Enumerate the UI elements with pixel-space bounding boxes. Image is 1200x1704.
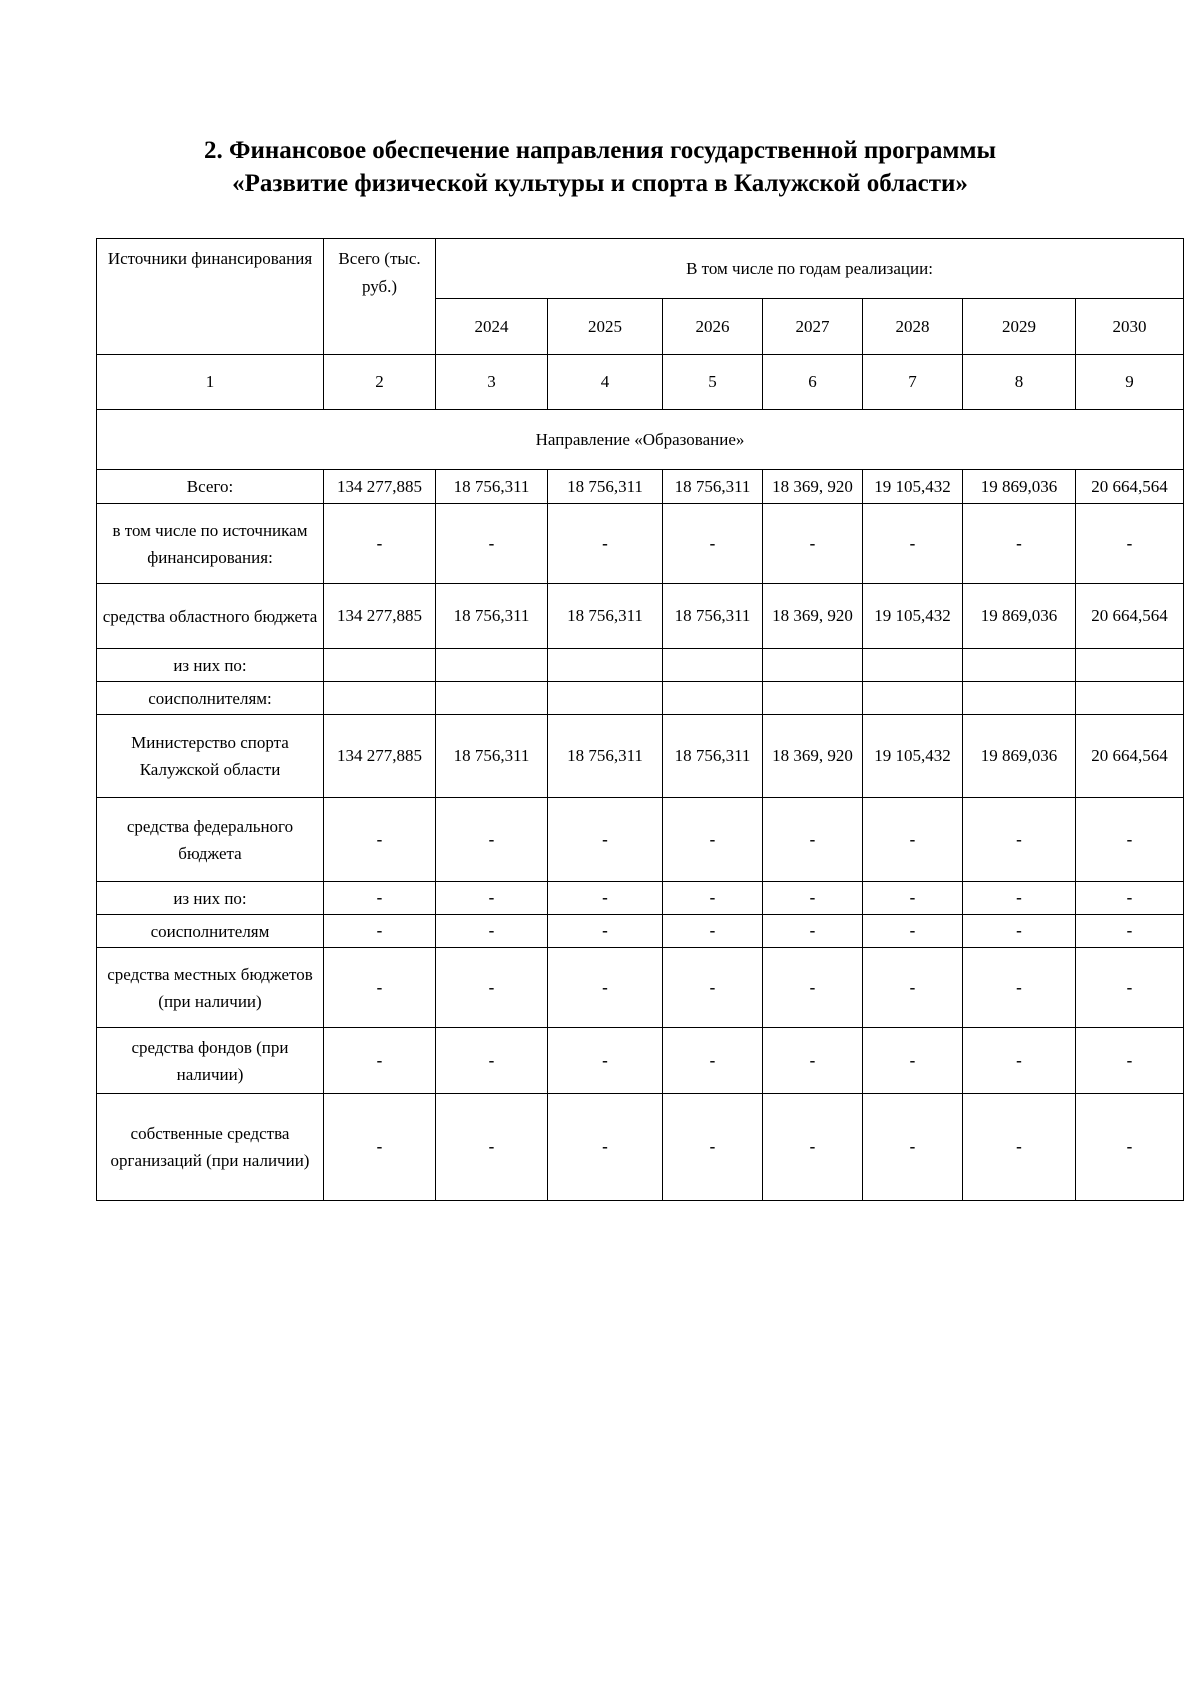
- table-cell: [1076, 649, 1184, 682]
- column-number: 8: [963, 355, 1076, 410]
- table-row: [97, 915, 1184, 948]
- table-cell: -: [663, 798, 763, 882]
- header-year: 2026: [663, 299, 763, 355]
- table-cell: 18 756,311: [663, 470, 763, 504]
- header-total: Всего (тыс. руб.): [324, 239, 436, 355]
- table-cell: -: [436, 798, 548, 882]
- table-row: [97, 1028, 1184, 1094]
- table-cell: -: [324, 915, 436, 948]
- row-label: средства федерального бюджета: [97, 798, 324, 882]
- table-row: [97, 649, 1184, 682]
- row-label: соисполнителям:: [97, 682, 324, 715]
- table-cell: -: [324, 882, 436, 915]
- table-cell: [663, 649, 763, 682]
- table-row: [97, 504, 1184, 584]
- table-cell: [763, 649, 863, 682]
- table-cell: -: [436, 948, 548, 1028]
- table-cell: 20 664,564: [1076, 584, 1184, 649]
- table-cell: -: [863, 798, 963, 882]
- table-cell: -: [763, 915, 863, 948]
- table-cell: -: [963, 798, 1076, 882]
- table-cell: 18 369, 920: [763, 470, 863, 504]
- table-cell: -: [763, 798, 863, 882]
- row-label: средства областного бюджета: [97, 584, 324, 649]
- table-cell: -: [324, 798, 436, 882]
- table-row: [97, 584, 1184, 649]
- table-cell: -: [1076, 798, 1184, 882]
- table-cell: [963, 649, 1076, 682]
- table-cell: -: [548, 915, 663, 948]
- table-cell: -: [324, 1094, 436, 1201]
- table-cell: -: [963, 1028, 1076, 1094]
- table-cell: -: [963, 948, 1076, 1028]
- column-number: 4: [548, 355, 663, 410]
- table-cell: 20 664,564: [1076, 715, 1184, 798]
- column-number: 6: [763, 355, 863, 410]
- table-row: [97, 882, 1184, 915]
- table-cell: -: [663, 1094, 763, 1201]
- row-label: в том числе по источникам финансирования:: [97, 504, 324, 584]
- row-label: из них по:: [97, 649, 324, 682]
- table-cell: 18 756,311: [663, 715, 763, 798]
- table-cell: -: [763, 948, 863, 1028]
- table-cell: -: [1076, 1094, 1184, 1201]
- table-row: [97, 715, 1184, 798]
- header-year: 2030: [1076, 299, 1184, 355]
- row-label: собственные средства организаций (при наличии): [97, 1094, 324, 1201]
- table-cell: -: [663, 948, 763, 1028]
- row-label: Министерство спорта Калужской области: [97, 715, 324, 798]
- table-cell: -: [436, 1028, 548, 1094]
- table-cell: -: [963, 882, 1076, 915]
- table-cell: -: [863, 915, 963, 948]
- table-cell: -: [548, 504, 663, 584]
- header-by-years: В том числе по годам реализации:: [436, 239, 1184, 299]
- table-cell: -: [1076, 948, 1184, 1028]
- row-label: Всего:: [97, 470, 324, 504]
- table-cell: -: [863, 504, 963, 584]
- table-cell: -: [1076, 882, 1184, 915]
- header-year: 2025: [548, 299, 663, 355]
- table-cell: [663, 682, 763, 715]
- table-cell: -: [548, 882, 663, 915]
- table-cell: -: [863, 1028, 963, 1094]
- table-cell: 18 756,311: [436, 715, 548, 798]
- table-cell: [863, 649, 963, 682]
- table-cell: [763, 682, 863, 715]
- table-cell: 19 105,432: [863, 470, 963, 504]
- table-cell: -: [324, 1028, 436, 1094]
- section-title: Направление «Образование»: [97, 410, 1184, 470]
- column-number: 3: [436, 355, 548, 410]
- row-label: соисполнителям: [97, 915, 324, 948]
- table-cell: -: [763, 1028, 863, 1094]
- table-cell: [963, 682, 1076, 715]
- table-cell: -: [1076, 1028, 1184, 1094]
- table-row: [97, 1094, 1184, 1201]
- table-row: [97, 682, 1184, 715]
- header-year: 2029: [963, 299, 1076, 355]
- table-cell: -: [763, 504, 863, 584]
- table-cell: [436, 682, 548, 715]
- table-cell: -: [963, 1094, 1076, 1201]
- table-cell: -: [436, 915, 548, 948]
- table-cell: 18 756,311: [548, 470, 663, 504]
- header-year: 2027: [763, 299, 863, 355]
- table-cell: [548, 682, 663, 715]
- table-cell: [863, 682, 963, 715]
- table-cell: 19 869,036: [963, 470, 1076, 504]
- table-cell: 18 756,311: [436, 584, 548, 649]
- table-cell: 18 756,311: [436, 470, 548, 504]
- header-year: 2028: [863, 299, 963, 355]
- table-cell: [1076, 682, 1184, 715]
- table-cell: -: [548, 1028, 663, 1094]
- table-cell: -: [436, 1094, 548, 1201]
- column-number: 1: [97, 355, 324, 410]
- header-row: [97, 239, 1184, 299]
- table-cell: -: [863, 1094, 963, 1201]
- table-cell: -: [963, 504, 1076, 584]
- table-cell: 134 277,885: [324, 715, 436, 798]
- column-numbers-row: [97, 355, 1184, 410]
- column-number: 5: [663, 355, 763, 410]
- row-label: из них по:: [97, 882, 324, 915]
- table-cell: -: [663, 915, 763, 948]
- table-cell: -: [863, 882, 963, 915]
- table-cell: 18 369, 920: [763, 584, 863, 649]
- table-row: [97, 798, 1184, 882]
- table-cell: -: [548, 798, 663, 882]
- column-number: 7: [863, 355, 963, 410]
- table-cell: [548, 649, 663, 682]
- table-cell: 19 105,432: [863, 715, 963, 798]
- table-cell: -: [436, 882, 548, 915]
- table-cell: -: [1076, 915, 1184, 948]
- table-cell: 19 869,036: [963, 584, 1076, 649]
- document-title: [0, 134, 1200, 200]
- table-cell: 18 756,311: [548, 715, 663, 798]
- table-row: [97, 948, 1184, 1028]
- table-cell: -: [1076, 504, 1184, 584]
- title-line-1: 2. Финансовое обеспечение направления государственной программы: [203, 137, 997, 164]
- title-line-2: «Развитие физической культуры и спорта в Калужской области»: [232, 170, 968, 197]
- table-cell: -: [436, 504, 548, 584]
- table-cell: -: [663, 504, 763, 584]
- table-cell: -: [863, 948, 963, 1028]
- table-cell: 18 756,311: [663, 584, 763, 649]
- column-number: 9: [1076, 355, 1184, 410]
- row-label: средства фондов (при наличии): [97, 1028, 324, 1094]
- table-cell: 134 277,885: [324, 470, 436, 504]
- table-cell: -: [763, 1094, 863, 1201]
- table-cell: [324, 649, 436, 682]
- table-cell: 18 756,311: [548, 584, 663, 649]
- table-cell: 19 869,036: [963, 715, 1076, 798]
- financing-table: [96, 238, 1184, 1201]
- column-number: 2: [324, 355, 436, 410]
- header-year: 2024: [436, 299, 548, 355]
- table-cell: -: [663, 882, 763, 915]
- table-cell: -: [548, 1094, 663, 1201]
- table-row: [97, 470, 1184, 504]
- table-cell: 18 369, 920: [763, 715, 863, 798]
- table-cell: -: [763, 882, 863, 915]
- table-cell: [324, 682, 436, 715]
- table-cell: 134 277,885: [324, 584, 436, 649]
- section-row: [97, 410, 1184, 470]
- table-cell: -: [324, 504, 436, 584]
- header-sources: Источники финансирования: [97, 239, 324, 355]
- table-cell: [436, 649, 548, 682]
- table-cell: 20 664,564: [1076, 470, 1184, 504]
- table-cell: -: [548, 948, 663, 1028]
- table-cell: -: [324, 948, 436, 1028]
- table-cell: 19 105,432: [863, 584, 963, 649]
- table-cell: -: [963, 915, 1076, 948]
- table-cell: -: [663, 1028, 763, 1094]
- row-label: средства местных бюджетов (при наличии): [97, 948, 324, 1028]
